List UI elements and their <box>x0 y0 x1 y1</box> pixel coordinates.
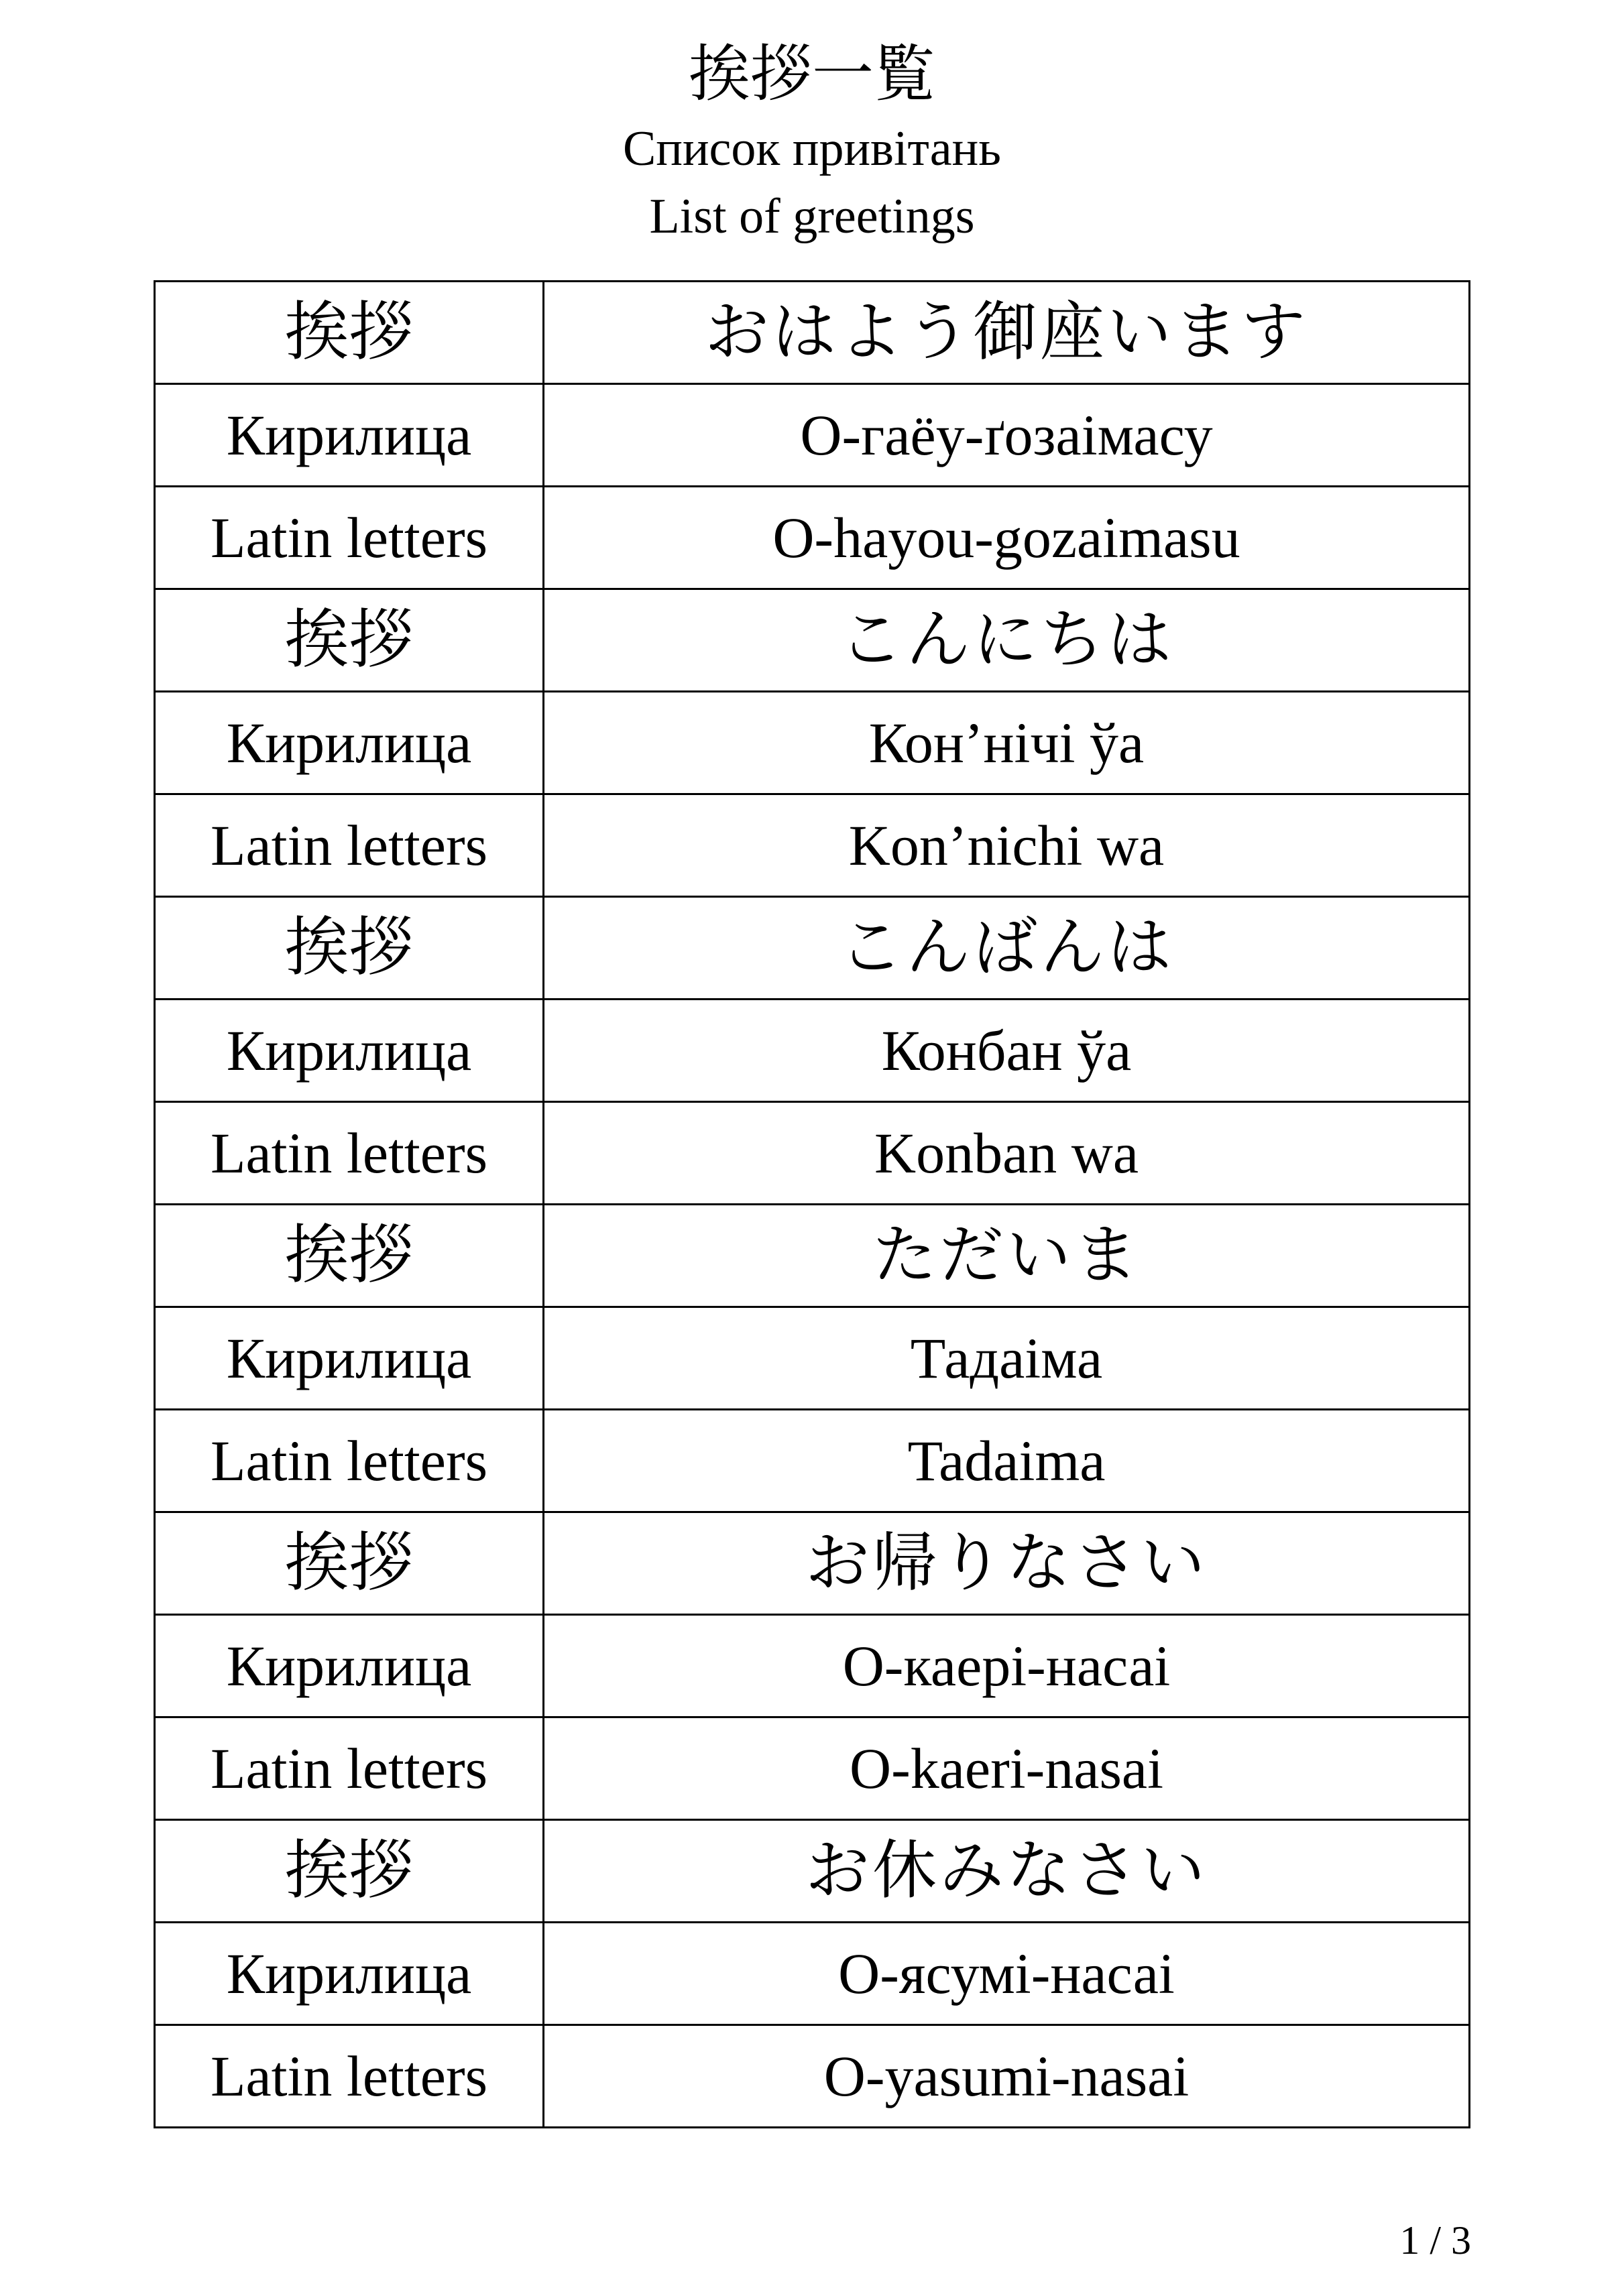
table-row <box>155 1000 1470 1102</box>
table-row <box>155 897 1470 1000</box>
greeting-japanese: おはよう御座います <box>544 282 1470 384</box>
row-label-japanese: 挨拶 <box>155 1205 544 1307</box>
table-row <box>155 1512 1470 1615</box>
table-row <box>155 2025 1470 2128</box>
table-row <box>155 794 1470 897</box>
greeting-latin: Kon’nichi wa <box>544 794 1470 897</box>
table-row <box>155 692 1470 794</box>
greeting-japanese: お休みなさい <box>544 1820 1470 1923</box>
table-row <box>155 384 1470 487</box>
table-row <box>155 1923 1470 2025</box>
greetings-table <box>154 280 1470 2128</box>
greeting-latin: O-hayou-gozaimasu <box>544 487 1470 589</box>
page-title-english: List of greetings <box>649 189 975 244</box>
greeting-latin: Konban wa <box>544 1102 1470 1205</box>
row-label-cyrillic: Кирилица <box>155 384 544 487</box>
table-row <box>155 1102 1470 1205</box>
table-row <box>155 1820 1470 1923</box>
page-title-japanese: 挨拶一覧 <box>688 40 935 109</box>
greeting-japanese: こんにちは <box>544 589 1470 692</box>
table-row <box>155 282 1470 384</box>
row-label-cyrillic: Кирилица <box>155 1307 544 1410</box>
row-label-latin: Latin letters <box>155 1410 544 1512</box>
greeting-japanese: こんばんは <box>544 897 1470 1000</box>
row-label-latin: Latin letters <box>155 794 544 897</box>
page-title-ukrainian: Список привітань <box>623 121 1001 176</box>
greeting-cyrillic: Конбан ўа <box>544 1000 1470 1102</box>
greeting-cyrillic: Тадаіма <box>544 1307 1470 1410</box>
table-row <box>155 1205 1470 1307</box>
table-row <box>155 1717 1470 1820</box>
row-label-latin: Latin letters <box>155 487 544 589</box>
table-row <box>155 1615 1470 1717</box>
greeting-latin: Tadaima <box>544 1410 1470 1512</box>
row-label-japanese: 挨拶 <box>155 1820 544 1923</box>
row-label-latin: Latin letters <box>155 2025 544 2128</box>
page-header <box>0 0 1624 249</box>
row-label-cyrillic: Кирилица <box>155 692 544 794</box>
row-label-japanese: 挨拶 <box>155 1512 544 1615</box>
greeting-cyrillic: О-гаёу-ґозаімасу <box>544 384 1470 487</box>
row-label-japanese: 挨拶 <box>155 897 544 1000</box>
table-row <box>155 1307 1470 1410</box>
greeting-latin: O-yasumi-nasai <box>544 2025 1470 2128</box>
table-row <box>155 487 1470 589</box>
page-number: 1 / 3 <box>1399 2218 1471 2262</box>
row-label-cyrillic: Кирилица <box>155 1615 544 1717</box>
row-label-japanese: 挨拶 <box>155 589 544 692</box>
greetings-table-body <box>155 282 1470 2128</box>
row-label-cyrillic: Кирилица <box>155 1000 544 1102</box>
greeting-latin: O-kaeri-nasai <box>544 1717 1470 1820</box>
greeting-cyrillic: О-ясумі-насаі <box>544 1923 1470 2025</box>
greeting-japanese: ただいま <box>544 1205 1470 1307</box>
row-label-latin: Latin letters <box>155 1717 544 1820</box>
greeting-japanese: お帰りなさい <box>544 1512 1470 1615</box>
greeting-cyrillic: О-каері-насаі <box>544 1615 1470 1717</box>
greeting-cyrillic: Кон’нічі ўа <box>544 692 1470 794</box>
table-row <box>155 589 1470 692</box>
row-label-latin: Latin letters <box>155 1102 544 1205</box>
table-row <box>155 1410 1470 1512</box>
row-label-japanese: 挨拶 <box>155 282 544 384</box>
row-label-cyrillic: Кирилица <box>155 1923 544 2025</box>
